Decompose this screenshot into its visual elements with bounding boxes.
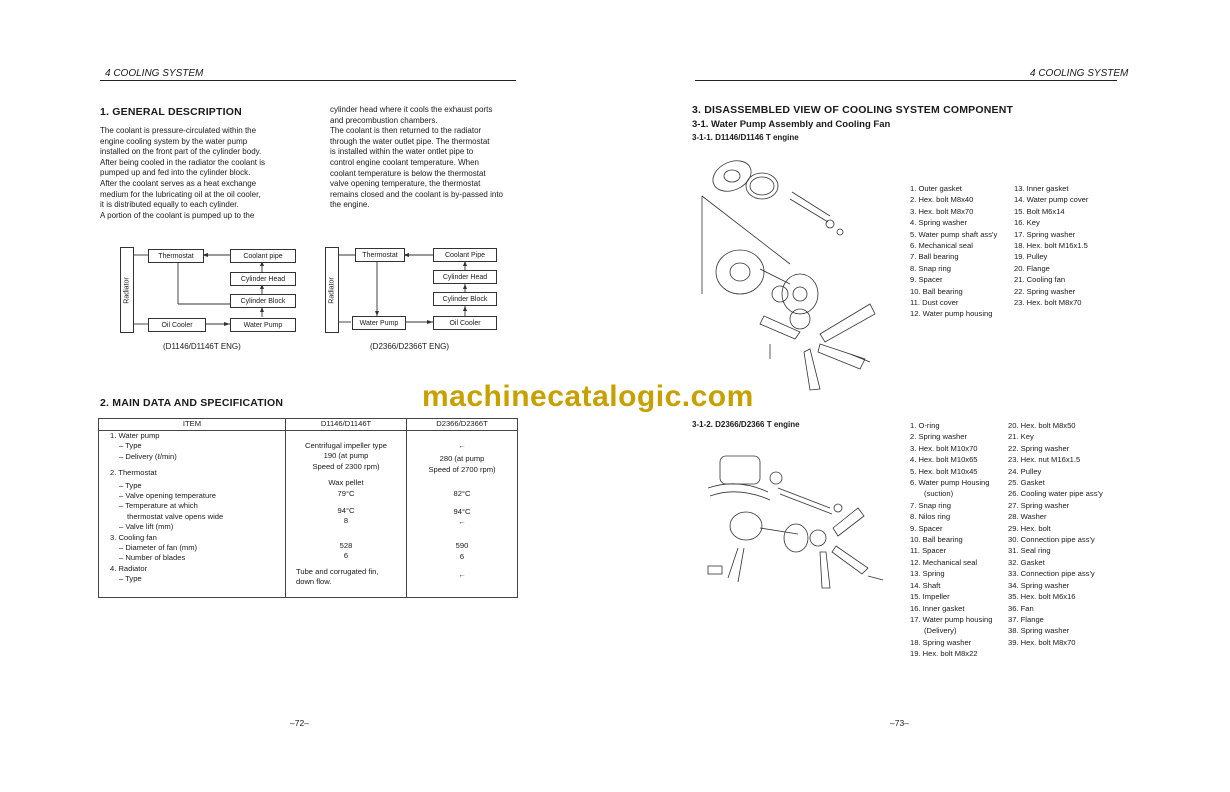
spec-value: 82°C [453,489,471,499]
part-item: 12. Water pump housing [910,309,993,319]
spec-item: 2. Thermostat [110,468,157,478]
desc-line: and precombustion chambers. [330,115,438,125]
part-item: 28. Washer [1008,512,1047,522]
subsection-3-1: 3-1. Water Pump Assembly and Cooling Fan [692,119,891,130]
left-header-rule [100,80,516,81]
part-item: 10. Ball bearing [910,535,963,545]
desc-line: valve opening temperature, the thermostat [330,179,481,189]
radiator-label: Radiator [123,276,131,304]
part-item: 15. Bolt M6x14 [1014,206,1065,216]
watermark-text: machinecatalogic.com [422,380,754,413]
parts-list-d1146-col2 [1014,183,1088,308]
spec-item: – Valve lift (mm) [119,522,174,532]
part-item: 3. Hex. bolt M10x70 [910,443,978,453]
spec-value: 6 [459,551,465,561]
part-item: 34. Spring washer [1008,580,1070,590]
part-item: 6. Water pump Housing [910,478,990,488]
spec-value: Wax pellet [328,478,364,488]
part-item: (suction) [924,489,954,499]
spec-value: Speed of 2300 rpm) [312,461,380,471]
part-item: 8. Snap ring [910,263,951,273]
spec-item: thermostat valve opens wide [127,511,224,521]
spec-value: 190 (at pump [323,451,369,461]
part-item: 20. Flange [1014,263,1050,273]
part-item: 11. Spacer [910,546,947,556]
desc-line: control engine coolant temperature. When [330,157,479,167]
desc-line: cylinder head where it cools the exhaust ports [330,105,493,114]
part-item: 7. Snap ring [910,500,951,510]
part-item: 16. Key [1014,218,1040,228]
col-header-item: ITEM [99,419,286,431]
desc-line: A portion of the coolant is pumped up to the [100,210,255,220]
spec-item: – Temperature at which [119,501,198,511]
part-item: 38. Spring washer [1008,626,1070,636]
part-item: 19. Pulley [1014,252,1048,262]
right-page-header: 4 COOLING SYSTEM [1030,68,1129,79]
spec-item: 1. Water pump [110,431,160,440]
part-item: 26. Cooling water pipe ass'y [1008,489,1103,499]
part-item: 6. Mechanical seal [910,241,973,251]
diagram1-caption: (D1146/D1146T ENG) [163,342,241,351]
spec-value: Tube and corrugated fin, [296,566,379,576]
left-page-number: –72– [290,718,309,728]
radiator-box-2 [325,247,339,333]
col-header-d1146: D1146/D1146T [286,419,407,431]
part-item: 31. Seal ring [1008,546,1051,556]
part-item: 17. Water pump housing [910,614,993,624]
part-item: 12. Mechanical seal [910,557,978,567]
spec-item: 3. Cooling fan [110,532,157,542]
subsection-3-1-2: 3-1-2. D2366/D2366 T engine [692,420,800,429]
part-item: 18. Spring washer [910,637,972,647]
radiator-label-2: Radiator [328,276,336,304]
spec-value: Centrifugal impeller type [305,441,387,450]
desc-line: installed on the front part of the cylinder body. [100,147,262,157]
description-column-1 [100,126,290,221]
part-item: 37. Flange [1008,614,1044,624]
desc-line: After the coolant serves as a heat exchange [100,178,257,188]
desc-line: the engine. [330,200,370,210]
part-item: 2. Hex. bolt M8x40 [910,195,974,205]
part-item: 13. Spring [910,569,945,579]
part-item: 4. Hex. bolt M10x65 [910,455,978,465]
part-item: 23. Hex. bolt M8x70 [1014,298,1082,308]
desc-line: is installed within the water ontlet pipe to [330,147,474,157]
spec-value: 79°C [337,488,355,498]
part-item: 4. Spring washer [910,218,967,228]
part-item: 30. Connection pipe ass'y [1008,535,1095,545]
spec-value: 8 [343,516,349,526]
cylinder-block-box-2: Cylinder Block [433,292,497,306]
part-item: 25. Gasket [1008,478,1045,488]
part-item: 24. Pulley [1008,466,1042,476]
spec-value: 590 [455,541,469,551]
water-pump-box-2: Water Pump [352,316,406,330]
parts-list-d2366-col1 [910,420,992,660]
part-item: 21. Cooling fan [1014,275,1066,285]
part-item: 18. Hex. bolt M16x1.5 [1014,241,1088,251]
d2366-column [407,431,518,598]
desc-line: pumped up and fed into the cylinder block. [100,168,251,178]
part-item: 14. Water pump cover [1014,195,1089,205]
right-page-number: –73– [890,718,909,728]
spec-item: – Number of blades [119,553,186,563]
desc-line: The coolant is pressure-circulated within the [100,126,257,135]
thermostat-box-2: Thermostat [355,248,405,262]
part-item: 21. Key [1008,432,1034,442]
radiator-box [120,247,134,333]
part-item: 36. Fan [1008,603,1034,613]
part-item: 35. Hex. bolt M6x16 [1008,592,1076,602]
desc-line: coolant temperature is below the thermostat [330,168,486,178]
part-item: 7. Ball bearing [910,252,959,262]
spec-value: Speed of 2700 rpm) [428,464,496,474]
diagram2-caption: (D2366/D2366T ENG) [370,342,449,351]
thermostat-box: Thermostat [148,249,204,263]
spec-value: 528 [339,540,353,550]
desc-line: medium for the lubricating oil at the oil cooler, [100,189,261,199]
oil-cooler-box: Oil Cooler [148,318,206,332]
part-item: 5. Water pump shaft ass'y [910,229,998,239]
part-item: 27. Spring washer [1008,500,1070,510]
parts-list-d1146-col1 [910,183,997,320]
spec-value: 94°C [453,506,471,516]
part-item: 15. Impeller [910,592,950,602]
part-item: 32. Gasket [1008,557,1045,567]
part-item: (Delivery) [924,626,957,636]
part-item: 19. Hex. bolt M8x22 [910,649,978,659]
spec-table [98,418,518,598]
d1146-exploded-view-drawing [700,144,900,400]
spec-value: 6 [343,551,349,561]
part-item: 1. O-ring [910,421,940,430]
part-item: 29. Hex. bolt [1008,523,1051,533]
description-column-2 [330,105,520,211]
part-item: 5. Hex. bolt M10x45 [910,466,978,476]
water-pump-box: Water Pump [230,318,296,332]
spec-value: ← [458,517,466,527]
part-item: 9. Spacer [910,523,943,533]
spec-value: ← [458,441,466,450]
spec-item: – Delivery (ℓ/min) [119,451,177,461]
part-item: 17. Spring washer [1014,229,1076,239]
part-item: 16. Inner gasket [910,603,965,613]
part-item: 3. Hex. bolt M8x70 [910,206,974,216]
cylinder-block-box: Cylinder Block [230,294,296,308]
part-item: 23. Hex. nut M16x1.5 [1008,455,1081,465]
spec-value: 94°C [337,506,355,516]
spec-item: – Diameter of fan (mm) [119,543,198,553]
spec-value: ← [458,570,466,580]
spec-item: – Valve opening temperature [119,491,216,501]
part-item: 11. Dust cover [910,298,959,308]
part-item: 13. Inner gasket [1014,184,1069,193]
d1146-column [286,431,407,598]
desc-line: remains closed and the coolant is by-passed into [330,189,503,199]
part-item: 14. Shaft [910,580,941,590]
subsection-3-1-1: 3-1-1. D1146/D1146 T engine [692,133,799,142]
d2366-exploded-view-drawing [698,448,898,598]
spec-item: – Type [119,574,142,584]
part-item: 22. Spring washer [1008,443,1070,453]
part-item: 20. Hex. bolt M8x50 [1008,421,1076,430]
desc-line: engine cooling system by the water pump [100,136,248,146]
desc-line: it is distributed equally to each cylinder. [100,200,239,210]
cylinder-head-box: Cylinder Head [230,272,296,286]
parts-list-d2366-col2 [1008,420,1103,648]
spec-value: down flow. [296,577,332,587]
cylinder-head-box-2: Cylinder Head [433,270,497,284]
spec-item: 4. Radiator [110,563,148,573]
part-item: 39. Hex. bolt M8x70 [1008,637,1076,647]
oil-cooler-box-2: Oil Cooler [433,316,497,330]
item-column [99,431,286,598]
desc-line: The coolant is then returned to the radiator [330,126,482,136]
spec-value: 280 (at pump [439,454,485,464]
part-item: 33. Connection pipe ass'y [1008,569,1095,579]
desc-line: through the water outlet pipe. The thermostat [330,136,490,146]
col-header-d2366: D2366/D2366T [407,419,518,431]
part-item: 10. Ball bearing [910,286,963,296]
coolant-pipe-box-2: Coolant Pipe [433,248,497,262]
spec-item: – Type [119,480,142,490]
part-item: 1. Outer gasket [910,184,962,193]
part-item: 22. Spring washer [1014,286,1076,296]
part-item: 8. Nilos ring [910,512,951,522]
section2-title: 2. MAIN DATA AND SPECIFICATION [100,397,284,409]
section3-title: 3. DISASSEMBLED VIEW OF COOLING SYSTEM COMPONENT [692,104,1014,116]
left-page-header: 4 COOLING SYSTEM [105,68,204,79]
desc-line: After being cooled in the radiator the coolant is [100,157,265,167]
right-header-rule [695,80,1117,81]
part-item: 9. Spacer [910,275,943,285]
spec-item: – Type [119,441,142,451]
part-item: 2. Spring washer [910,432,967,442]
section1-title: 1. GENERAL DESCRIPTION [100,106,242,118]
coolant-pipe-box: Coolant pipe [230,249,296,263]
